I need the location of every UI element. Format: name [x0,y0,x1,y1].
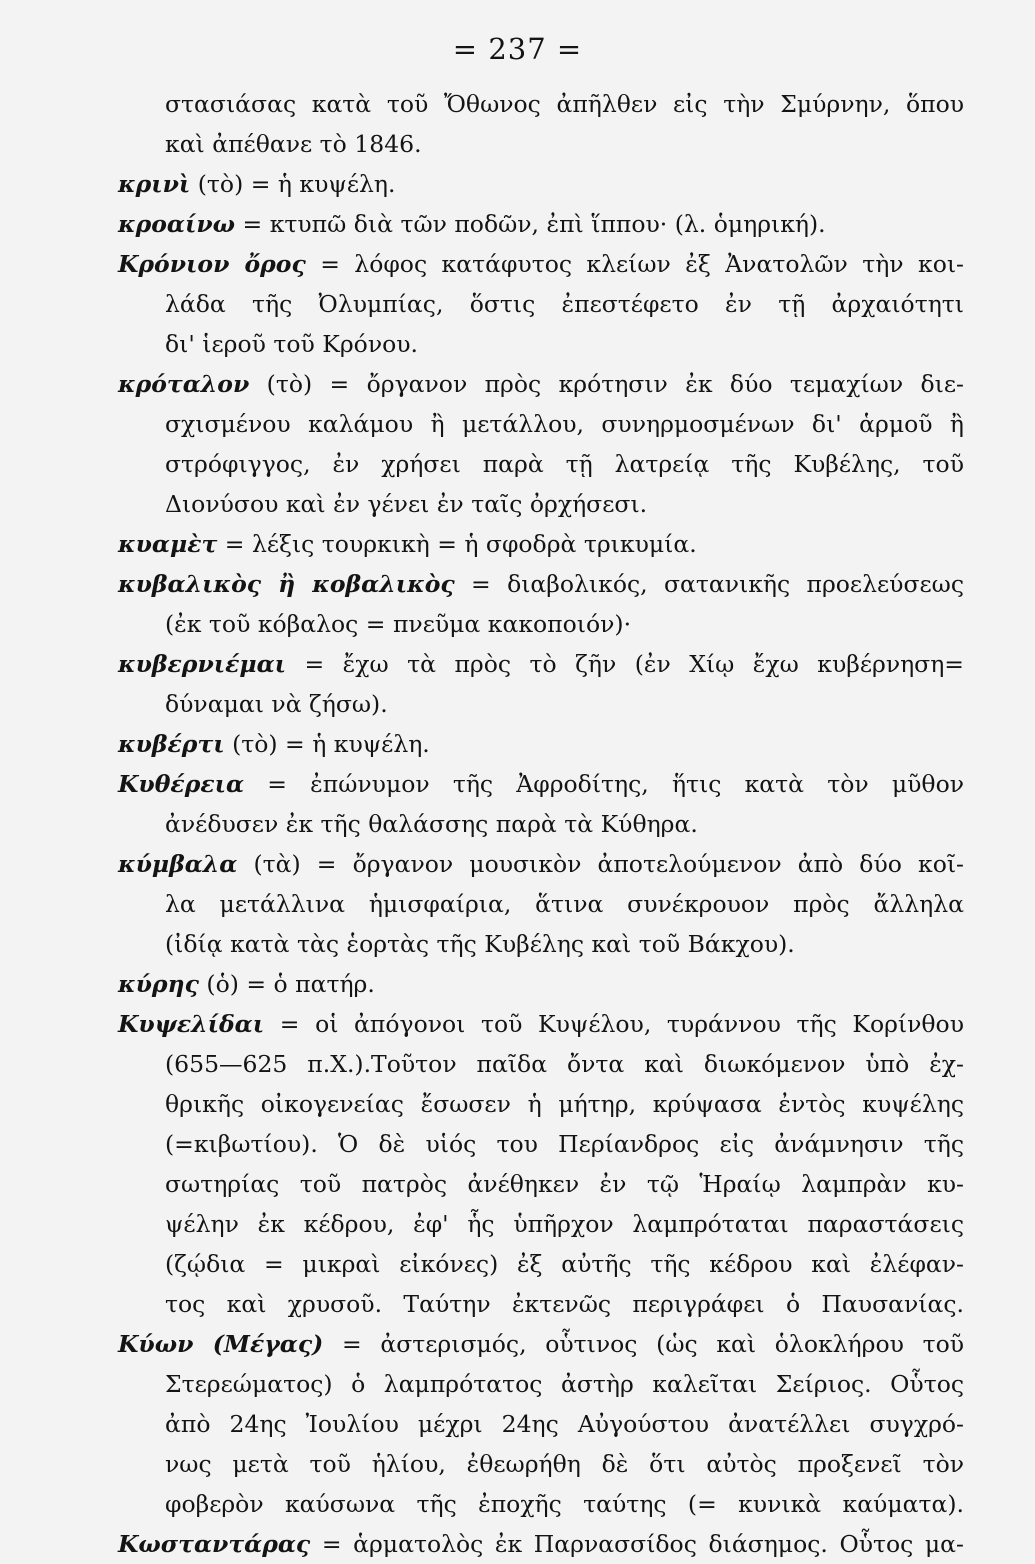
text-line-29 [118,1204,964,1244]
text-line-13 [118,564,964,604]
entry-term: κύμβαλα [118,850,238,878]
entry-text: δύναμαι νὰ ζήσω). [165,690,388,718]
entry-term: Κυθέρεια [118,770,245,798]
text-line-30 [118,1244,964,1284]
entry-term: κροαίνω [118,210,236,238]
entry-text: (τὰ) = ὄργανον μουσικὸν ἀποτελούμενον ἀπὸ δύο κοῖ- [237,850,964,878]
text-line-11 [118,484,964,524]
entry-text: (ἰδίᾳ κατὰ τὰς ἑορτὰς τῆς Κυβέλης καὶ τοῦ Βάκχου). [165,930,795,958]
text-line-3 [118,164,964,204]
entry-text: Διονύσου καὶ ἐν γένει ἐν ταῖς ὀρχήσεσι. [165,490,648,518]
text-line-19 [118,804,964,844]
text-line-15 [118,644,964,684]
entry-text: = λόφος κατάφυτος κλείων ἐξ Ἀνατολῶν τὴν κοι- [305,250,964,278]
entry-text: = ἀστερισμός, οὗτινος (ὡς καὶ ὁλοκλήρου τοῦ [323,1330,965,1358]
entry-term: κύρης [118,970,199,998]
page-number-left-rule: = [452,32,479,66]
entry-text: νως μετὰ τοῦ ἡλίου, ἐθεωρήθη δὲ ὅτι αὐτὸς προξενεῖ τὸν [165,1450,964,1478]
entry-text: = κτυπῶ διὰ τῶν ποδῶν, ἐπὶ ἵππου· (λ. ὁμηρική). [235,210,826,238]
text-line-6 [118,284,964,324]
text-line-34 [118,1404,964,1444]
text-line-37 [118,1524,964,1564]
text-line-31 [118,1284,964,1324]
entry-text: δι' ἱεροῦ τοῦ Κρόνου. [165,330,419,358]
text-line-24 [118,1004,964,1044]
entry-text: = ἔχω τὰ πρὸς τὸ ζῆν (ἐν Χίῳ ἔχω κυβέρνηση= [286,650,964,678]
text-line-21 [118,884,964,924]
text-line-4 [118,204,964,244]
entry-text: (ἐκ τοῦ κόβαλος = πνεῦμα κακοποιόν)· [165,610,632,638]
page-number [0,32,1035,66]
text-line-32 [118,1324,964,1364]
entry-text: = οἱ ἀπόγονοι τοῦ Κυψέλου, τυράννου τῆς Κορίνθου [264,1010,964,1038]
text-line-25 [118,1044,964,1084]
entry-term: κρόταλον [118,370,250,398]
entry-text: ψέλην ἐκ κέδρου, ἐφ' ἧς ὑπῆρχον λαμπρόταται παραστάσεις [165,1210,964,1238]
text-line-9 [118,404,964,444]
entry-text: (ζῴδια = μικραὶ εἰκόνες) ἐξ αὐτῆς τῆς κέδρου καὶ ἐλέφαν- [165,1250,964,1278]
entry-term: κρινὶ [118,170,191,198]
entry-text: στασιάσας κατὰ τοῦ Ὄθωνος ἀπῆλθεν εἰς τὴν Σμύρνην, ὅπου [165,90,964,118]
page-content [118,84,964,1564]
page-number-right-rule: = [556,32,583,66]
text-line-36 [118,1484,964,1524]
entry-text: (τὸ) = ἡ κυψέλη. [224,730,430,758]
entry-text: ἀνέδυσεν ἐκ τῆς θαλάσσης παρὰ τὰ Κύθηρα. [165,810,698,838]
text-line-20 [118,844,964,884]
text-line-7 [118,324,964,364]
text-line-23 [118,964,964,1004]
text-line-17 [118,724,964,764]
entry-term: κυαμὲτ [118,530,218,558]
text-line-12 [118,524,964,564]
entry-text: φοβερὸν καύσωνα τῆς ἐποχῆς ταύτης (= κυνικὰ καύματα). [165,1490,964,1518]
entry-text: = λέξις τουρκικὴ = ἡ σφοδρὰ τρικυμία. [217,530,697,558]
entry-text: ἀπὸ 24ης Ἰουλίου μέχρι 24ης Αὐγούστου ἀνατέλλει συγχρό- [165,1410,964,1438]
text-line-14 [118,604,964,644]
entry-text: = ἐπώνυμον τῆς Ἀφροδίτης, ἥτις κατὰ τὸν μῦθον [244,770,964,798]
entry-term: κυβέρτι [118,730,225,758]
entry-text: σωτηρίας τοῦ πατρὸς ἀνέθηκεν ἐν τῷ Ἡραίῳ λαμπρὰν κυ- [165,1170,964,1198]
entry-text: σχισμένου καλάμου ἢ μετάλλου, συνηρμοσμένων δι' ἁρμοῦ ἢ [165,410,964,438]
entry-term: Κυψελίδαι [118,1010,265,1038]
entry-term: κυβαλικὸς ἢ κοβαλικὸς [118,570,455,598]
text-line-26 [118,1084,964,1124]
text-line-33 [118,1364,964,1404]
entry-text: (τὸ) = ἡ κυψέλη. [190,170,396,198]
entry-text: = διαβολικός, σατανικῆς προελεύσεως [454,570,964,598]
entry-term: Κύων (Μέγας) [118,1330,324,1358]
text-line-8 [118,364,964,404]
entry-text: θρικῆς οἰκογενείας ἔσωσεν ἡ μήτηρ, κρύψασα ἐντὸς κυψέλης [165,1090,964,1118]
entry-text: λα μετάλλινα ἡμισφαίρια, ἅτινα συνέκρουον πρὸς ἄλληλα [165,890,964,918]
entry-term: Κωσταντάρας [118,1530,311,1558]
text-line-16 [118,684,964,724]
text-line-1 [118,84,964,124]
entry-text: τος καὶ χρυσοῦ. Ταύτην ἐκτενῶς περιγράφει ὁ Παυσανίας. [165,1290,964,1318]
entry-text: (τὸ) = ὄργανον πρὸς κρότησιν ἐκ δύο τεμαχίων διε- [249,370,964,398]
entry-text: στρόφιγγος, ἐν χρήσει παρὰ τῇ λατρείᾳ τῆς Κυβέλης, τοῦ [165,450,964,478]
entry-text: = ἁρματολὸς ἐκ Παρνασσίδος διάσημος. Οὗτος μα- [310,1530,964,1558]
text-line-27 [118,1124,964,1164]
entry-text: (655—625 π.Χ.).Τοῦτον παῖδα ὄντα καὶ διωκόμενον ὑπὸ ἐχ- [165,1050,964,1078]
entry-text: (ὁ) = ὁ πατήρ. [198,970,375,998]
entry-text: λάδα τῆς Ὀλυμπίας, ὅστις ἐπεστέφετο ἐν τῇ ἀρχαιότητι [165,290,964,318]
entry-term: Κρόνιον ὄρος [118,250,306,278]
text-line-35 [118,1444,964,1484]
text-line-5 [118,244,964,284]
text-line-28 [118,1164,964,1204]
entry-text: καὶ ἀπέθανε τὸ 1846. [165,130,422,158]
text-line-18 [118,764,964,804]
entry-text: Στερεώματος) ὁ λαμπρότατος ἀστὴρ καλεῖται Σείριος. Οὗτος [165,1370,964,1398]
text-line-2 [118,124,964,164]
entry-term: κυβερνιέμαι [118,650,287,678]
entry-text: (=κιβωτίου). Ὁ δὲ υἱός του Περίανδρος εἰς ἀνάμνησιν τῆς [165,1130,964,1158]
text-line-10 [118,444,964,484]
text-line-22 [118,924,964,964]
page-number-value: 237 [488,32,547,66]
